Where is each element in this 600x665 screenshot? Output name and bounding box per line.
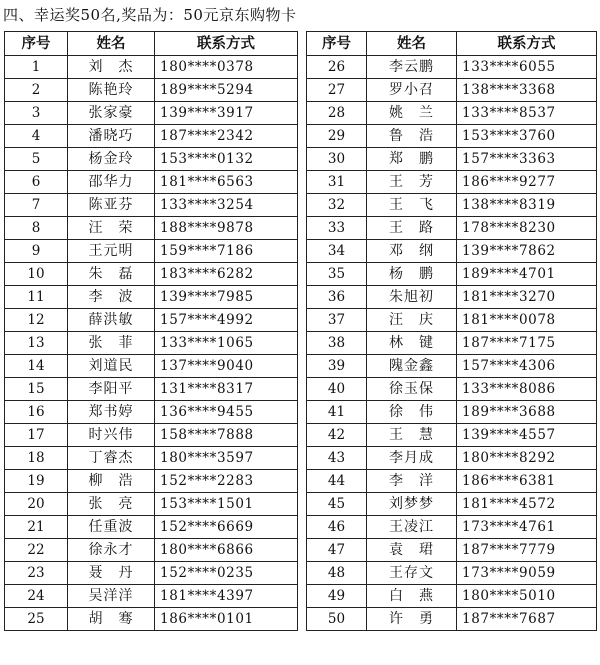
row-name: 邓 纲	[367, 240, 457, 263]
row-index: 19	[5, 470, 68, 493]
row-name: 张家豪	[68, 102, 155, 125]
row-index: 45	[307, 493, 367, 516]
row-name: 邵华力	[68, 171, 155, 194]
row-name: 吴洋洋	[68, 585, 155, 608]
row-phone: 187****7687	[457, 608, 597, 631]
table-row	[5, 56, 298, 79]
table-row	[307, 79, 597, 102]
row-index: 39	[307, 355, 367, 378]
row-phone: 157****4992	[155, 309, 298, 332]
row-name: 汪 庆	[367, 309, 457, 332]
table-row	[5, 355, 298, 378]
winners-table-left	[4, 31, 298, 631]
table-row	[5, 447, 298, 470]
row-name: 薛洪敏	[68, 309, 155, 332]
row-index: 48	[307, 562, 367, 585]
row-index: 3	[5, 102, 68, 125]
row-name: 郑书婷	[68, 401, 155, 424]
row-name: 隗金鑫	[367, 355, 457, 378]
winners-table-right	[306, 31, 597, 631]
row-name: 王 路	[367, 217, 457, 240]
row-index: 40	[307, 378, 367, 401]
row-phone: 189****5294	[155, 79, 298, 102]
table-row	[307, 447, 597, 470]
row-phone: 137****9040	[155, 355, 298, 378]
table-row	[5, 585, 298, 608]
row-phone: 188****9878	[155, 217, 298, 240]
table-row	[307, 194, 597, 217]
row-phone: 181****3270	[457, 286, 597, 309]
row-index: 25	[5, 608, 68, 631]
row-phone: 139****4557	[457, 424, 597, 447]
row-index: 42	[307, 424, 367, 447]
row-index: 49	[307, 585, 367, 608]
row-name: 李 洋	[367, 470, 457, 493]
table-row	[5, 194, 298, 217]
row-index: 8	[5, 217, 68, 240]
row-phone: 189****3688	[457, 401, 597, 424]
row-index: 27	[307, 79, 367, 102]
row-phone: 181****6563	[155, 171, 298, 194]
table-row	[307, 240, 597, 263]
row-index: 29	[307, 125, 367, 148]
table-row	[307, 401, 597, 424]
table-row	[307, 171, 597, 194]
row-phone: 180****6866	[155, 539, 298, 562]
table-row	[5, 240, 298, 263]
row-phone: 180****8292	[457, 447, 597, 470]
table-row	[307, 608, 597, 631]
row-name: 李阳平	[68, 378, 155, 401]
table-row	[307, 309, 597, 332]
row-index: 10	[5, 263, 68, 286]
row-phone: 133****6055	[457, 56, 597, 79]
table-row	[307, 102, 597, 125]
table-row	[307, 217, 597, 240]
table-row	[307, 355, 597, 378]
table-row	[5, 493, 298, 516]
row-name: 杨 鹏	[367, 263, 457, 286]
row-name: 时兴伟	[68, 424, 155, 447]
table-header-row	[307, 32, 597, 56]
table-row	[307, 125, 597, 148]
row-phone: 139****3917	[155, 102, 298, 125]
row-name: 张 亮	[68, 493, 155, 516]
row-name: 李月成	[367, 447, 457, 470]
row-index: 6	[5, 171, 68, 194]
row-index: 15	[5, 378, 68, 401]
row-index: 18	[5, 447, 68, 470]
row-phone: 152****0235	[155, 562, 298, 585]
row-phone: 153****1501	[155, 493, 298, 516]
row-index: 24	[5, 585, 68, 608]
row-phone: 180****5010	[457, 585, 597, 608]
row-index: 41	[307, 401, 367, 424]
table-row	[307, 332, 597, 355]
row-name: 张 菲	[68, 332, 155, 355]
row-phone: 152****6669	[155, 516, 298, 539]
row-index: 37	[307, 309, 367, 332]
row-phone: 157****4306	[457, 355, 597, 378]
table-row	[307, 470, 597, 493]
row-phone: 152****2283	[155, 470, 298, 493]
table-row	[5, 539, 298, 562]
row-phone: 136****9455	[155, 401, 298, 424]
table-row	[5, 309, 298, 332]
row-index: 32	[307, 194, 367, 217]
table-row	[5, 470, 298, 493]
table-row	[5, 424, 298, 447]
row-index: 26	[307, 56, 367, 79]
row-index: 1	[5, 56, 68, 79]
row-phone: 133****1065	[155, 332, 298, 355]
row-phone: 173****9059	[457, 562, 597, 585]
row-index: 34	[307, 240, 367, 263]
row-phone: 187****2342	[155, 125, 298, 148]
table-row	[5, 562, 298, 585]
row-name: 任重波	[68, 516, 155, 539]
row-phone: 139****7985	[155, 286, 298, 309]
table-row	[5, 516, 298, 539]
row-index: 17	[5, 424, 68, 447]
row-name: 罗小召	[367, 79, 457, 102]
row-index: 13	[5, 332, 68, 355]
row-name: 白 燕	[367, 585, 457, 608]
row-phone: 181****0078	[457, 309, 597, 332]
row-name: 刘梦梦	[367, 493, 457, 516]
table-row	[5, 608, 298, 631]
table-row	[307, 516, 597, 539]
row-name: 许 勇	[367, 608, 457, 631]
row-name: 陈艳玲	[68, 79, 155, 102]
row-name: 李云鹏	[367, 56, 457, 79]
row-index: 2	[5, 79, 68, 102]
row-name: 林 键	[367, 332, 457, 355]
row-phone: 133****8086	[457, 378, 597, 401]
header-phone: 联系方式	[457, 32, 597, 56]
row-index: 5	[5, 148, 68, 171]
row-name: 柳 浩	[68, 470, 155, 493]
row-index: 7	[5, 194, 68, 217]
row-phone: 189****4701	[457, 263, 597, 286]
row-name: 刘道民	[68, 355, 155, 378]
row-index: 44	[307, 470, 367, 493]
row-name: 朱 磊	[68, 263, 155, 286]
row-name: 刘 杰	[68, 56, 155, 79]
header-index: 序号	[307, 32, 367, 56]
row-index: 47	[307, 539, 367, 562]
row-name: 袁 珺	[367, 539, 457, 562]
row-name: 徐玉保	[367, 378, 457, 401]
page-title: 四、幸运奖50名,奖品为：50元京东购物卡	[3, 6, 297, 24]
row-phone: 157****3363	[457, 148, 597, 171]
table-row	[5, 332, 298, 355]
row-name: 潘晓巧	[68, 125, 155, 148]
row-name: 郑 鹏	[367, 148, 457, 171]
row-index: 35	[307, 263, 367, 286]
row-index: 30	[307, 148, 367, 171]
row-phone: 178****8230	[457, 217, 597, 240]
row-index: 22	[5, 539, 68, 562]
row-index: 38	[307, 332, 367, 355]
row-phone: 183****6282	[155, 263, 298, 286]
row-index: 21	[5, 516, 68, 539]
header-name: 姓名	[68, 32, 155, 56]
row-phone: 186****6381	[457, 470, 597, 493]
table-row	[5, 286, 298, 309]
table-row	[307, 56, 597, 79]
row-name: 徐 伟	[367, 401, 457, 424]
header-name: 姓名	[367, 32, 457, 56]
row-phone: 153****0132	[155, 148, 298, 171]
row-phone: 187****7779	[457, 539, 597, 562]
row-name: 王凌江	[367, 516, 457, 539]
table-row	[307, 378, 597, 401]
table-row	[307, 263, 597, 286]
row-index: 12	[5, 309, 68, 332]
table-row	[307, 286, 597, 309]
table-row	[5, 102, 298, 125]
row-name: 汪 荣	[68, 217, 155, 240]
row-name: 徐永才	[68, 539, 155, 562]
row-index: 4	[5, 125, 68, 148]
table-row	[5, 125, 298, 148]
table-row	[5, 171, 298, 194]
row-name: 王元明	[68, 240, 155, 263]
row-phone: 158****7888	[155, 424, 298, 447]
table-row	[307, 562, 597, 585]
row-phone: 159****7186	[155, 240, 298, 263]
row-name: 朱旭初	[367, 286, 457, 309]
row-name: 陈亚芬	[68, 194, 155, 217]
row-phone: 133****3254	[155, 194, 298, 217]
row-name: 聂 丹	[68, 562, 155, 585]
row-index: 20	[5, 493, 68, 516]
row-name: 鲁 浩	[367, 125, 457, 148]
row-phone: 173****4761	[457, 516, 597, 539]
row-name: 胡 骞	[68, 608, 155, 631]
table-row	[5, 263, 298, 286]
row-name: 丁睿杰	[68, 447, 155, 470]
table-row	[307, 148, 597, 171]
row-index: 43	[307, 447, 367, 470]
row-index: 28	[307, 102, 367, 125]
table-header-row	[5, 32, 298, 56]
row-phone: 153****3760	[457, 125, 597, 148]
header-index: 序号	[5, 32, 68, 56]
row-name: 王 飞	[367, 194, 457, 217]
row-phone: 186****0101	[155, 608, 298, 631]
row-index: 31	[307, 171, 367, 194]
table-row	[307, 585, 597, 608]
table-row	[5, 378, 298, 401]
row-name: 姚 兰	[367, 102, 457, 125]
row-phone: 181****4572	[457, 493, 597, 516]
row-index: 16	[5, 401, 68, 424]
header-phone: 联系方式	[155, 32, 298, 56]
row-phone: 138****8319	[457, 194, 597, 217]
row-name: 李 波	[68, 286, 155, 309]
row-index: 23	[5, 562, 68, 585]
row-phone: 133****8537	[457, 102, 597, 125]
row-index: 9	[5, 240, 68, 263]
table-row	[307, 424, 597, 447]
row-index: 36	[307, 286, 367, 309]
row-phone: 180****0378	[155, 56, 298, 79]
row-name: 王存文	[367, 562, 457, 585]
row-name: 王 慧	[367, 424, 457, 447]
row-phone: 180****3597	[155, 447, 298, 470]
table-row	[5, 148, 298, 171]
row-index: 14	[5, 355, 68, 378]
table-row	[5, 217, 298, 240]
row-name: 王 芳	[367, 171, 457, 194]
row-phone: 138****3368	[457, 79, 597, 102]
table-row	[307, 539, 597, 562]
row-index: 46	[307, 516, 367, 539]
row-phone: 131****8317	[155, 378, 298, 401]
row-index: 11	[5, 286, 68, 309]
row-phone: 187****7175	[457, 332, 597, 355]
table-row	[307, 493, 597, 516]
row-index: 50	[307, 608, 367, 631]
table-row	[5, 401, 298, 424]
row-phone: 139****7862	[457, 240, 597, 263]
table-row	[5, 79, 298, 102]
row-phone: 181****4397	[155, 585, 298, 608]
row-name: 杨金玲	[68, 148, 155, 171]
row-phone: 186****9277	[457, 171, 597, 194]
row-index: 33	[307, 217, 367, 240]
